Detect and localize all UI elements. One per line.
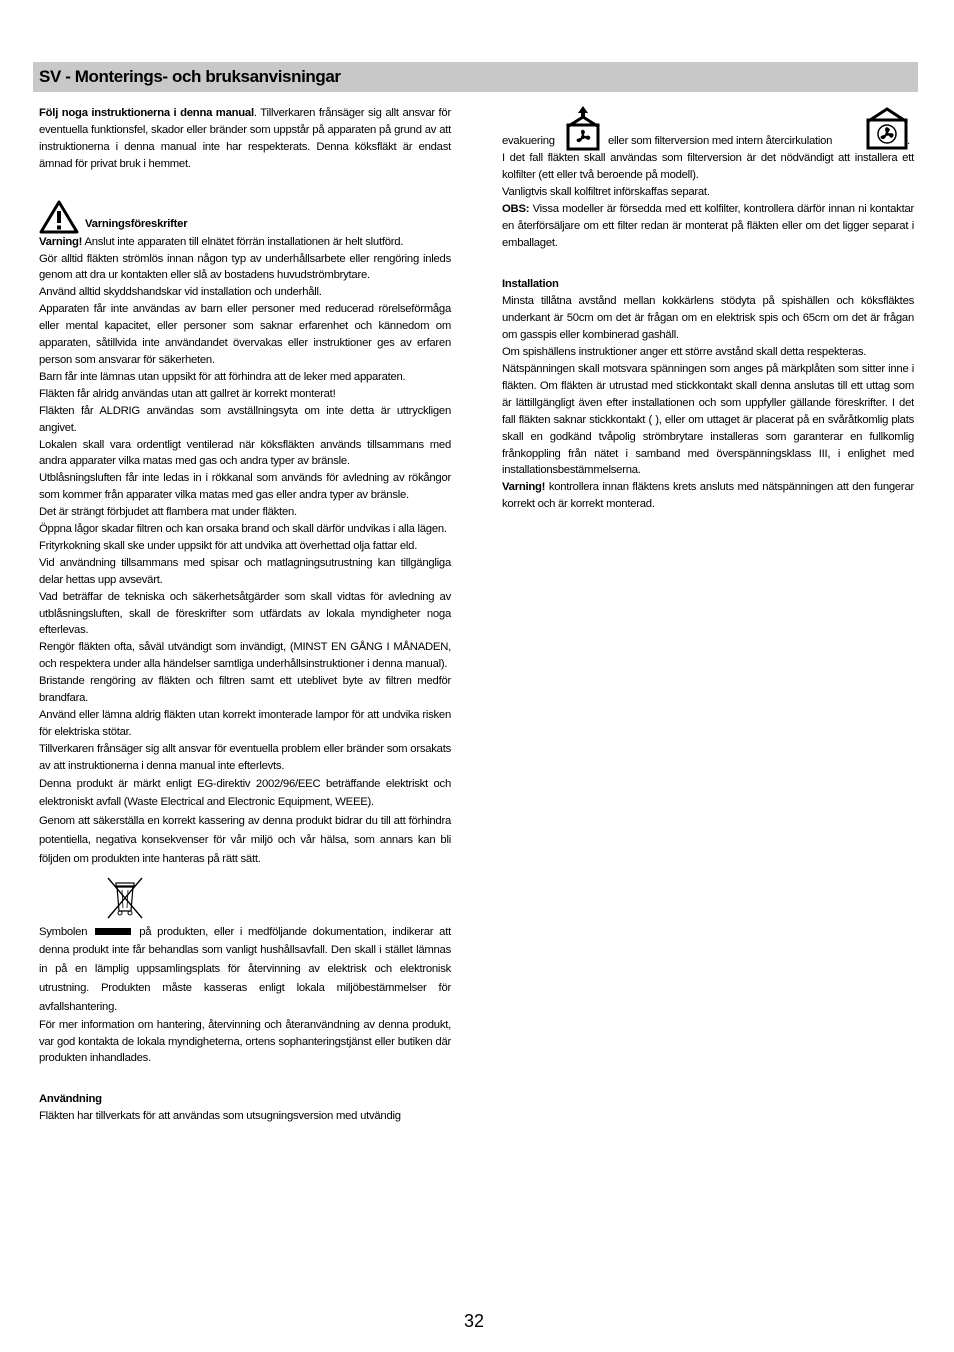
warning-paragraph xyxy=(39,234,451,251)
varning-paragraph xyxy=(502,479,914,513)
paragraph: Använd eller lämna aldrig fläkten utan korrekt imonterade lampor för att undvika risken för elektriska stötar. xyxy=(39,709,451,738)
paragraph: Rengör fläkten ofta, såväl utvändigt som invändigt, (MINST EN GÅNG I MÅNADEN, och respektera under alla händelser samtliga underhållsinstruktioner i denna manual). xyxy=(39,641,451,671)
obs-bold: OBS: xyxy=(502,202,530,215)
usage-text: Fläkten har tillverkats för att användas som utsugningsversion med utvändig xyxy=(39,1110,401,1123)
warning-triangle-icon xyxy=(39,200,79,234)
symbol-paragraph xyxy=(39,923,451,1017)
disposal-paragraph: Genom att säkerställa en korrekt kassering av denna produkt bidrar du till att förhindra potentiella, negativa konsekvenser för vår miljö och vår hälsa, som annars kan bli följden om produkten inte hanteras på rätt sätt. xyxy=(39,815,451,865)
varning2-rest: kontrollera innan fläktens krets ansluts med nätspänningen att den fungerar korrekt och är korrekt monterad. xyxy=(502,481,914,511)
page-number: 32 xyxy=(464,1311,485,1331)
paragraph: Lokalen skall vara ordentligt ventilerad när köksfläkten används tillsammans med andra apparater vilka matas med gas och andra typer av bränsle. xyxy=(39,438,451,468)
paragraph: Bristande rengöring av fläkten och filtren samt ett uteblivet byte av filtren medför brandfara. xyxy=(39,675,451,705)
paragraph: Fläkten får ALDRIG användas som avställningsyta om inte detta är uttryckligen angivet. xyxy=(39,404,451,434)
left-column xyxy=(39,105,451,1125)
paragraph: Frityrkokning skall ske under uppsikt för att undvika att överhettad olja fattar eld. xyxy=(39,539,418,552)
obs-rest: Vissa modeller är försedda med ett kolfilter, kontrollera därför innan ni kontaktar en återförsäljare om ett filter redan är monterat på fläkten eller om det ligger separat i emballaget. xyxy=(502,202,914,249)
paragraph: Vid användning tillsammans med spisar och matlagningsutrustning kan tillgängliga delar hettas upp avsevärt. xyxy=(39,556,451,586)
intro-bold: Följ noga instruktionerna i denna manual xyxy=(39,107,254,119)
paragraph: För mer information om hantering, återvinning och återanvändning av denna produkt, var god kontakta de lokala myndigheterna, ortens sophanteringstjänst eller butiken där produkten inhandlades. xyxy=(39,1018,451,1065)
paragraph: Minsta tillåtna avstånd mellan kokkärlens stödyta på spishällen och köksfläktes underkant är 50cm om det är frågan om en elektrisk spis och 65cm om det är frågan om gasspis eller kombinerad gashäll. xyxy=(502,295,914,342)
intro-paragraph xyxy=(39,105,451,173)
evak-post: . xyxy=(907,135,910,147)
paragraph: Vad beträffar de tekniska och säkerhetsåtgärder som skall vidtas för avledning av utblåsningsluften, skall de föreskrifter som utfärdats av lokala myndigheter noga efterlevas. xyxy=(39,590,451,637)
crossed-bin-icon xyxy=(105,875,145,921)
symbol-pre: Symbolen xyxy=(39,925,88,938)
paragraph: Nätspänningen skall motsvara spänningen som anges på märkplåten som sitter inne i fläkten. Om fläkten är utrustad med stickkontakt skall denna anslutas till ett uttag som är lättillgängligt även efter installationen och som uppfyller gällande föreskrifter. I det fall fläkten saknar stickkontakt ( ), eller om uttaget är placerat på en svåråtkomlig plats skall en godkänd tvåpolig strömbrytare installeras som garanterar en fullkomlig frånkoppling från nätet i samband med överspänningsklass III, i enlighet med installationsbestämmelserna. xyxy=(502,362,914,477)
paragraph: Vanligtvis skall kolfiltret införskaffas separat. xyxy=(502,185,710,198)
ducted-extraction-icon xyxy=(564,105,602,151)
paragraph: Utblåsningsluften får inte ledas in i rökkanal som används för avledning av rökångor som kommer från apparater vilka matas med gas eller andra typer av bränsle. xyxy=(39,472,451,502)
evacuation-line xyxy=(502,100,914,150)
symbol-bar xyxy=(95,928,131,935)
paragraph: Tillverkaren frånsäger sig allt ansvar för eventuella problem eller bränder som orsakats av att instruktionerna i denna manual inte efterlevts. xyxy=(39,742,451,772)
paragraph: Om spishällens instruktioner anger ett större avstånd skall detta respekteras. xyxy=(502,346,867,359)
intro-rest: . Tillverkaren frånsäger sig allt ansvar för eventuella funktionsfel, skador eller bränder som uppstår på apparaten på grund av att instruktionerna i denna manual inte har respekterats. Denna köksfläkt är endast ämnad för privat bruk i hemmet. xyxy=(39,107,451,170)
symbol-post: på produkten, eller i medföljande dokumentation, indikerar att denna produkt inte får behandlas som vanligt hushållsavfall. Den skall i stället lämnas in på en lämplig uppsamlingsplats för återvinning av elektrisk och elektronisk utrustning. Produkten måste kasseras enligt lokala miljöbestämmelser för avfallshantering. xyxy=(39,925,451,1013)
warning-rest: Anslut inte apparaten till elnätet förrän installationen är helt slutförd. xyxy=(82,235,404,248)
warnings-heading: Varningsföreskrifter xyxy=(85,217,188,230)
evak-mid: eller som filterversion med intern återcirkulation xyxy=(608,135,833,147)
install-heading: Installation xyxy=(502,278,559,291)
obs-paragraph xyxy=(502,201,914,252)
paragraph: Barn får inte lämnas utan uppsikt för att förhindra att de leker med apparaten. xyxy=(39,370,406,383)
paragraph: Gör alltid fläkten strömlös innan någon typ av underhållsarbete eller rengöring inleds genom att dra ur kontakten eller slå av bostadens huvudströmbrytare. xyxy=(39,252,451,282)
paragraph: Apparaten får inte användas av barn eller personer med reducerad rörelseförmåga eller mental kapacitet, eller personer som saknar erfarenhet och kännedom om apparaten, såtillvida inte användandet övervakas eller instruktioner ges av erfaren person som ansvarar för säkerheten. xyxy=(39,303,451,366)
paragraph: I det fall fläkten skall användas som filterversion är det nödvändigt att installera ett kolfilter (ett eller två beroende på modell). xyxy=(502,152,914,181)
weee-paragraph: Denna produkt är märkt enligt EG-direktiv 2002/96/EEC beträffande elektriskt och elektroniskt avfall (Waste Electrical and Electronic Equipment, WEEE). xyxy=(39,777,451,809)
right-column xyxy=(502,100,914,513)
varning2-bold: Varning! xyxy=(502,481,546,494)
warning-bold: Varning! xyxy=(39,235,83,248)
page-title: SV - Monterings- och bruksanvisningar xyxy=(39,67,341,86)
title-bar xyxy=(33,62,918,92)
paragraph: Använd alltid skyddshandskar vid installation och underhåll. xyxy=(39,286,322,299)
paragraph: Öppna lågor skadar filtren och kan orsaka brand och skall därför undvikas i alla lägen. xyxy=(39,523,447,536)
recirculation-icon xyxy=(864,106,910,150)
warnings-heading-row xyxy=(39,200,451,234)
paragraph: Det är strängt förbjudet att flambera mat under fläkten. xyxy=(39,506,297,519)
evak-pre: evakuering xyxy=(502,135,555,147)
usage-heading: Användning xyxy=(39,1093,102,1106)
paragraph: Fläkten får alridg användas utan att gallret är korrekt monterat! xyxy=(39,387,336,400)
